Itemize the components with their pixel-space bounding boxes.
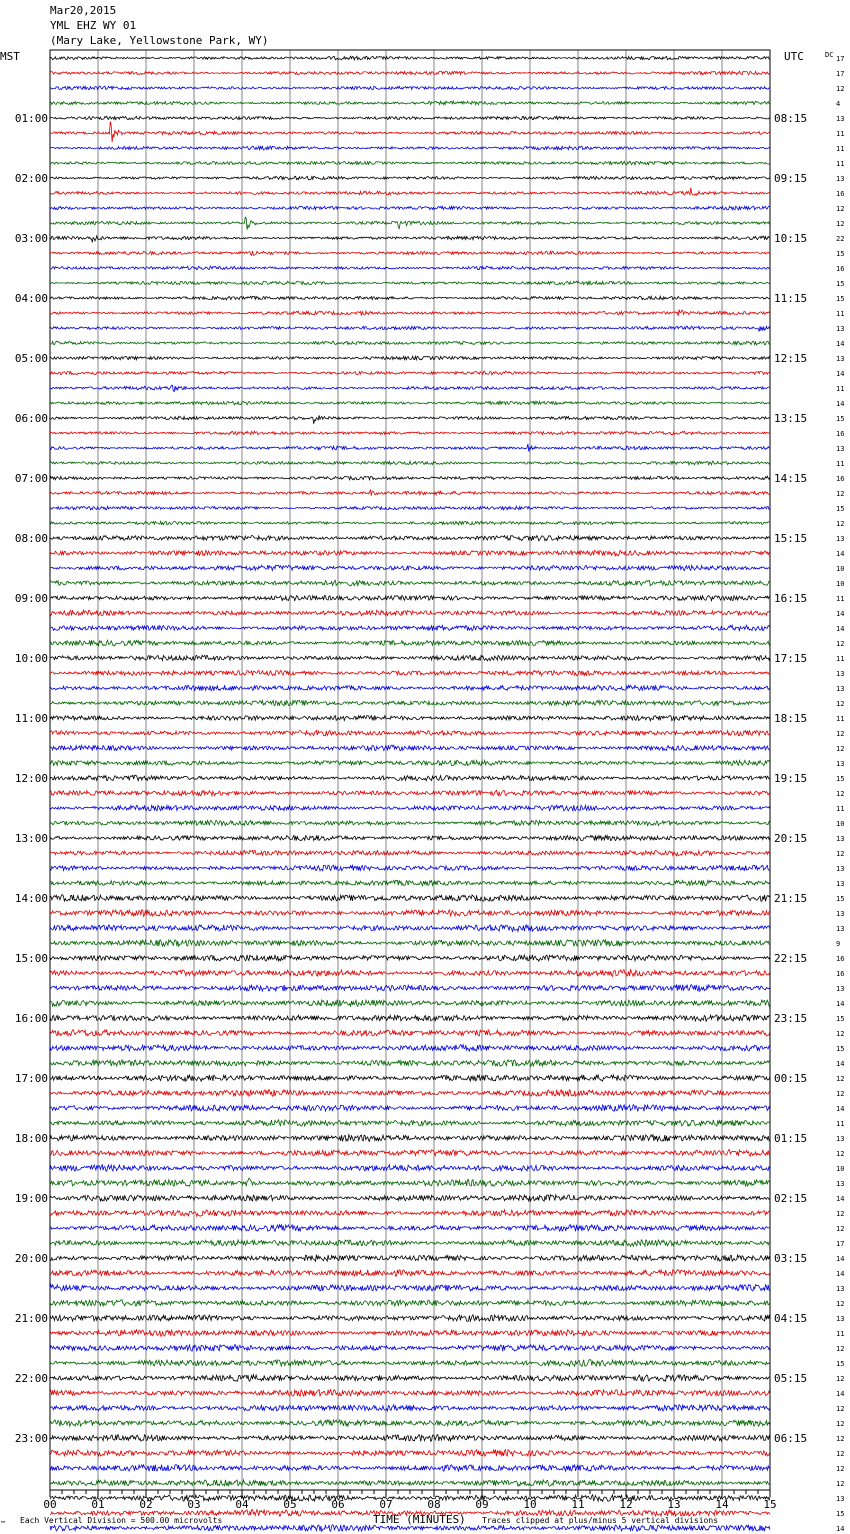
seismic-trace [50,490,770,496]
dc-offset-value: 15 [836,280,845,288]
dc-offset-value: 11 [836,805,845,813]
seismic-trace [50,580,770,586]
dc-offset-value: 11 [836,385,845,393]
seismic-trace [50,385,770,391]
left-hour-label: 15:00 [14,952,48,965]
dc-offset-value: 15 [836,415,845,423]
seismic-trace [50,1120,770,1127]
seismic-trace [50,251,770,255]
dc-offset-value: 11 [836,1330,845,1338]
left-hour-label: 03:00 [14,232,48,245]
right-hour-label: 21:15 [774,892,808,905]
right-hour-label: 23:15 [774,1012,808,1025]
dc-offset-value: 12 [836,1465,845,1473]
seismic-trace [50,850,770,855]
right-timezone-label: UTC [784,50,804,63]
dc-offset-value: 14 [836,550,845,558]
x-tick-label: 11 [571,1498,585,1511]
dc-offset-value: 12 [836,85,845,93]
seismic-trace [50,461,770,465]
dc-offset-value: 11 [836,160,845,168]
seismic-trace [50,1045,770,1052]
dc-offset-value: 13 [836,985,845,993]
dc-offset-value: 14 [836,1195,845,1203]
dc-offset-value: 17 [836,55,845,63]
seismic-trace [50,745,770,751]
left-hour-label: 06:00 [14,412,48,425]
left-hour-label: 18:00 [14,1132,48,1145]
left-hour-label: 22:00 [14,1372,48,1385]
seismic-trace [50,521,770,524]
dc-offset-value: 14 [836,1105,845,1113]
right-hour-label: 22:15 [774,952,808,965]
seismic-trace [50,1375,770,1382]
dc-offset-value: 14 [836,1270,845,1278]
dc-offset-value: 12 [836,1225,845,1233]
left-hour-label: 19:00 [14,1192,48,1205]
seismic-trace [50,71,770,74]
dc-offset-value: 12 [836,1480,845,1488]
dc-offset-value: 12 [836,790,845,798]
dc-offset-value: 12 [836,1375,845,1383]
dc-offset-value: 15 [836,1015,845,1023]
dc-offset-value: 15 [836,505,845,513]
dc-offset-value: 13 [836,670,845,678]
seismic-trace [50,970,770,977]
left-hour-label: 12:00 [14,772,48,785]
dc-offset-value: 11 [836,655,845,663]
footer-corner-mark: ™ [1,1520,6,1528]
seismic-trace [50,188,770,196]
dc-offset-value: 13 [836,325,845,333]
seismic-trace [50,1450,770,1457]
right-hour-label: 01:15 [774,1132,808,1145]
dc-offset-value: 12 [836,490,845,498]
dc-offset-value: 12 [836,850,845,858]
x-tick-label: 04 [235,1498,249,1511]
dc-offset-value: 13 [836,445,845,453]
dc-offset-value: 9 [836,940,841,948]
seismic-trace [50,415,770,424]
left-hour-label: 21:00 [14,1312,48,1325]
right-hour-label: 05:15 [774,1372,808,1385]
right-hour-label: 12:15 [774,352,808,365]
x-tick-label: 14 [715,1498,729,1511]
header-location: (Mary Lake, Yellowstone Park, WY) [50,34,269,47]
right-hour-label: 10:15 [774,232,808,245]
dc-offset-value: 11 [836,595,845,603]
seismic-trace [50,326,770,331]
dc-offset-value: 12 [836,700,845,708]
seismic-trace [50,116,770,119]
left-hour-label: 13:00 [14,832,48,845]
dc-offset-value: 13 [836,355,845,363]
dc-offset-value: 16 [836,265,845,273]
dc-offset-value: 12 [836,1150,845,1158]
x-tick-label: 09 [475,1498,489,1511]
seismic-trace [50,760,770,765]
seismic-trace [50,356,770,360]
right-hour-label: 18:15 [774,712,808,725]
seismic-trace [50,266,770,269]
seismic-trace [50,536,770,541]
dc-offset-value: 11 [836,310,845,318]
dc-offset-value: 12 [836,640,845,648]
dc-offset-value: 12 [836,1090,845,1098]
dc-offset-value: 13 [836,1135,845,1143]
dc-offset-value: 13 [836,760,845,768]
seismic-trace [50,281,770,285]
seismic-trace [50,236,770,242]
right-hour-label: 15:15 [774,532,808,545]
dc-offset-value: 22 [836,235,845,243]
seismic-trace [50,955,770,961]
dc-offset-value: 12 [836,1420,845,1428]
x-tick-label: 08 [427,1498,441,1511]
dc-offset-value: 13 [836,535,845,543]
dc-offset-value: 13 [836,910,845,918]
x-tick-label: 06 [331,1498,345,1511]
dc-offset-value: 13 [836,1315,845,1323]
dc-offset-value: 14 [836,400,845,408]
dc-offset-value: 11 [836,715,845,723]
left-hour-label: 16:00 [14,1012,48,1025]
dc-offset-value: 14 [836,370,845,378]
seismic-trace [50,1090,770,1097]
seismic-trace [50,1150,770,1156]
seismic-trace [50,985,770,992]
dc-offset-value: 10 [836,820,845,828]
x-tick-label: 05 [283,1498,297,1511]
left-timezone-label: MST [0,50,20,63]
dc-offset-value: 13 [836,880,845,888]
seismic-trace [50,1255,770,1262]
footer-scale-note: Each Vertical Division = 500.00 microvolts [20,1516,223,1525]
dc-offset-value: 14 [836,625,845,633]
left-hour-label: 14:00 [14,892,48,905]
dc-offset-value: 14 [836,610,845,618]
seismic-trace [50,625,770,631]
left-hour-label: 04:00 [14,292,48,305]
seismic-trace [50,146,770,150]
dc-offset-value: 12 [836,1075,845,1083]
right-hour-label: 09:15 [774,172,808,185]
dc-offset-value: 10 [836,1165,845,1173]
header-date: Mar20,2015 [50,4,117,17]
seismic-trace [50,925,770,932]
seismic-trace [50,1420,770,1426]
dc-offset-value: 16 [836,970,845,978]
seismic-trace [50,1300,770,1306]
dc-offset-value: 11 [836,460,845,468]
x-axis-title: TIME (MINUTES) [373,1513,466,1526]
x-tick-label: 01 [91,1498,105,1511]
dc-offset-value: 15 [836,250,845,258]
seismic-trace [50,56,770,60]
dc-offset-value: 12 [836,1300,845,1308]
seismic-trace [50,700,770,705]
seismic-trace [50,1015,770,1021]
seismic-trace [50,341,770,345]
right-hour-label: 19:15 [774,772,808,785]
seismic-trace [50,1165,770,1172]
seismic-trace [50,640,770,646]
left-hour-label: 01:00 [14,112,48,125]
x-tick-label: 03 [187,1498,201,1511]
dc-offset-value: 14 [836,1255,845,1263]
seismic-trace [50,310,770,317]
dc-offset-value: 16 [836,955,845,963]
x-tick-label: 02 [139,1498,153,1511]
dc-offset-value: 12 [836,1030,845,1038]
seismic-trace [50,1330,770,1337]
seismic-trace [50,1465,770,1472]
dc-offset-value: 15 [836,895,845,903]
dc-offset-value: 15 [836,1510,845,1518]
dc-offset-value: 13 [836,865,845,873]
seismic-trace [50,1105,770,1112]
dc-offset-value: 12 [836,520,845,528]
seismic-trace [50,1075,770,1082]
seismic-trace [50,716,770,721]
dc-offset-value: 10 [836,580,845,588]
right-hour-label: 17:15 [774,652,808,665]
dc-offset-value: 12 [836,1210,845,1218]
left-hour-label: 09:00 [14,592,48,605]
left-hour-label: 10:00 [14,652,48,665]
seismic-trace [50,1240,770,1247]
dc-offset-value: 17 [836,70,845,78]
seismic-trace [50,1060,770,1067]
seismic-trace [50,790,770,796]
seismic-trace [50,805,770,811]
seismic-trace [50,596,770,601]
dc-offset-value: 13 [836,835,845,843]
dc-offset-value: 17 [836,1240,845,1248]
dc-offset-value: 11 [836,145,845,153]
dc-offset-value: 12 [836,1345,845,1353]
seismic-trace [50,730,770,735]
seismic-trace [50,1135,770,1142]
dc-offset-value: 15 [836,1045,845,1053]
seismic-trace [50,550,770,555]
left-hour-label: 07:00 [14,472,48,485]
left-hour-label: 11:00 [14,712,48,725]
x-tick-label: 12 [619,1498,633,1511]
seismic-trace [50,206,770,210]
dc-offset-value: 13 [836,1180,845,1188]
dc-offset-value: 15 [836,775,845,783]
x-tick-label: 00 [43,1498,57,1511]
footer-clip-note: Traces clipped at plus/minus 5 vertical divisions [482,1516,719,1525]
right-hour-label: 11:15 [774,292,808,305]
seismic-trace [50,86,770,90]
seismic-trace [50,1210,770,1216]
left-hour-label: 17:00 [14,1072,48,1085]
seismic-trace [50,1225,770,1232]
right-hour-label: 13:15 [774,412,808,425]
x-tick-label: 10 [523,1498,537,1511]
seismic-trace [50,1480,770,1487]
dc-offset-value: 12 [836,1405,845,1413]
seismic-trace [50,835,770,840]
dc-offset-value: 16 [836,190,845,198]
seismic-trace [50,685,770,691]
seismic-trace [50,101,770,105]
right-hour-label: 06:15 [774,1432,808,1445]
left-hour-label: 23:00 [14,1432,48,1445]
dc-offset-value: 4 [836,100,841,108]
dc-offset-value: 15 [836,1360,845,1368]
seismic-trace [50,1405,770,1411]
dc-offset-value: 15 [836,295,845,303]
dc-offset-value: 11 [836,130,845,138]
dc-header-label: DC [825,51,834,59]
seismic-trace [50,1178,770,1186]
seismic-trace [50,1270,770,1277]
left-hour-label: 05:00 [14,352,48,365]
seismic-trace [50,820,770,825]
seismic-trace [50,506,770,510]
seismic-trace [50,1390,770,1397]
seismic-trace [50,217,770,230]
seismic-trace [50,176,770,180]
dc-offset-value: 14 [836,1000,845,1008]
seismic-trace [50,865,770,871]
dc-offset-value: 12 [836,1435,845,1443]
dc-offset-value: 13 [836,1495,845,1503]
right-hour-label: 02:15 [774,1192,808,1205]
seismic-trace [50,1345,770,1351]
seismic-trace [50,1360,770,1367]
seismic-trace [50,122,770,143]
header-station: YML EHZ WY 01 [50,19,137,32]
dc-offset-value: 14 [836,1060,845,1068]
seismic-trace [50,431,770,435]
dc-offset-value: 14 [836,1390,845,1398]
seismic-trace [50,1315,770,1322]
left-hour-label: 02:00 [14,172,48,185]
x-tick-label: 07 [379,1498,393,1511]
dc-offset-value: 12 [836,1450,845,1458]
dc-offset-value: 13 [836,1285,845,1293]
seismic-trace [50,161,770,165]
dc-offset-value: 12 [836,205,845,213]
dc-offset-value: 12 [836,220,845,228]
right-hour-label: 16:15 [774,592,808,605]
dc-offset-value: 11 [836,1120,845,1128]
dc-offset-value: 13 [836,685,845,693]
dc-offset-value: 14 [836,1525,845,1533]
seismic-trace [50,1285,770,1292]
seismic-trace [50,1000,770,1007]
seismic-trace [50,775,770,780]
right-hour-label: 00:15 [774,1072,808,1085]
right-hour-label: 04:15 [774,1312,808,1325]
right-hour-label: 03:15 [774,1252,808,1265]
seismic-trace [50,880,770,886]
seismic-trace [50,670,770,675]
seismic-trace [50,1435,770,1442]
seismic-trace [50,401,770,405]
seismic-trace [50,444,770,452]
seismic-trace [50,565,770,570]
dc-offset-value: 13 [836,115,845,123]
left-hour-label: 08:00 [14,532,48,545]
dc-offset-value: 12 [836,730,845,738]
dc-offset-value: 13 [836,925,845,933]
dc-offset-value: 14 [836,340,845,348]
seismic-trace [50,655,770,661]
seismic-trace [50,476,770,480]
seismic-trace [50,1195,770,1202]
right-hour-label: 08:15 [774,112,808,125]
dc-offset-value: 16 [836,475,845,483]
seismic-trace [50,940,770,947]
seismic-trace [50,1030,770,1036]
x-tick-label: 15 [763,1498,777,1511]
left-hour-label: 20:00 [14,1252,48,1265]
dc-offset-value: 13 [836,175,845,183]
dc-offset-value: 10 [836,565,845,573]
seismic-trace [50,910,770,917]
x-tick-label: 13 [667,1498,681,1511]
seismic-trace [50,1495,770,1502]
seismic-trace [50,296,770,300]
right-hour-label: 14:15 [774,472,808,485]
seismic-trace [50,610,770,615]
seismic-trace [50,371,770,375]
dc-offset-value: 12 [836,745,845,753]
seismic-trace [50,895,770,902]
right-hour-label: 20:15 [774,832,808,845]
dc-offset-value: 16 [836,430,845,438]
